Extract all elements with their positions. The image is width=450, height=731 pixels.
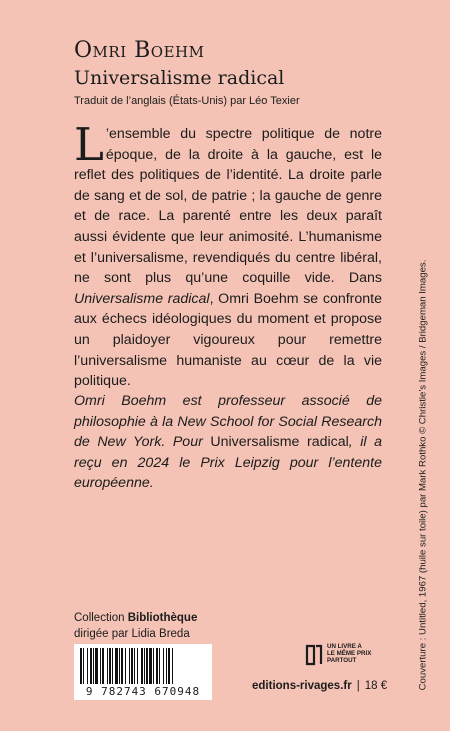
barcode-bars [78,648,208,684]
barcode-bar [80,648,82,684]
collection-director: dirigée par Lidia Breda [74,628,190,640]
barcode-bar [90,648,92,684]
publisher-footer [252,680,387,692]
prix-logo-line2: LE MÊME PRIX [327,650,372,657]
footer-separator: | [356,680,360,692]
barcode-bar [131,648,133,684]
collection-info [74,610,197,642]
barcode-bar [137,648,138,684]
book-price: 18 € [364,680,388,692]
publisher-website: editions-rivages.fr [252,680,352,692]
barcode-bar [146,648,148,684]
barcode-bar [83,648,84,684]
book-title: Universalisme radical [74,67,285,89]
author-name: Omri Boehm [74,38,205,63]
blurb-text-start: ’ensemble du spectre politique de notre époque, de la droite à la gauche, est le reflet des politiques de l’identité. La droite parle de sang et de sol, de patrie ; la gauche de genre et de race. La parenté entre les deux paraît aussi évidente que leur animosité. L’humanisme et l’universalisme, revendiqués du centre libéral, ne sont plus qu’une coquille vide. Dans [74,126,382,287]
barcode-bar [100,648,101,684]
barcode-bar [144,648,145,684]
barcode-bar [149,648,152,684]
dropcap-letter: L [74,118,104,171]
blurb-title-italic: Universalisme radical [74,290,210,307]
barcode-bar [172,648,173,684]
barcode-bar [159,648,160,684]
barcode-bar [125,648,126,684]
barcode-bar [141,648,143,684]
cover-credit [416,250,430,700]
barcode-bar [87,648,88,684]
barcode-bar [163,648,164,684]
cover-credit-text: Couverture : Untitled, 1967 (huile sur toile) par Mark Rothko © Christie’s Images / Bridgeman Images. [417,259,429,691]
bio-text-start: Omri Boehm est professeur associé de philosophie à la New School for Social Research de New York. Pour [74,393,382,451]
barcode-bar [168,648,170,684]
barcode-bar [107,648,108,684]
barcode-bar [156,648,158,684]
barcode-bar [134,648,135,684]
barcode-bar [115,648,118,684]
barcode-bar [102,648,104,684]
barcode-bar [129,648,130,684]
prix-unique-logo [305,642,385,670]
barcode-bar [93,648,94,684]
collection-prefix: Collection [74,612,128,624]
barcode-bar [119,648,120,684]
barcode-number: 9 782743 670948 [85,685,201,698]
bio-book-title: Universalisme radical [210,434,349,451]
collection-name: Bibliothèque [127,612,198,624]
blurb-paragraph [74,118,383,392]
barcode-bar [121,648,123,684]
translator-credit: Traduit de l’anglais (États-Unis) par Léo Texier [74,95,300,107]
barcode-bar [166,648,167,684]
barcode-bar [112,648,113,684]
book-price-icon [305,644,323,666]
barcode-bar [153,648,154,684]
isbn-barcode [74,644,212,700]
author-bio [74,391,382,494]
blurb-text-end: , Omri Boehm se confronte aux échecs idéologiques du moment et propose un plaidoyer vigoureux pour remettre l’universalisme humaniste au cœur de la vie politique. [74,290,383,390]
prix-logo-line3: PARTOUT [327,657,357,664]
barcode-bar [95,648,98,684]
bio-text-end: , il a reçu en 2024 le Prix Leipzig pour l’entente européenne. [74,434,382,492]
prix-logo-line1: UN LIVRE A [327,643,362,650]
barcode-bar [109,648,111,684]
